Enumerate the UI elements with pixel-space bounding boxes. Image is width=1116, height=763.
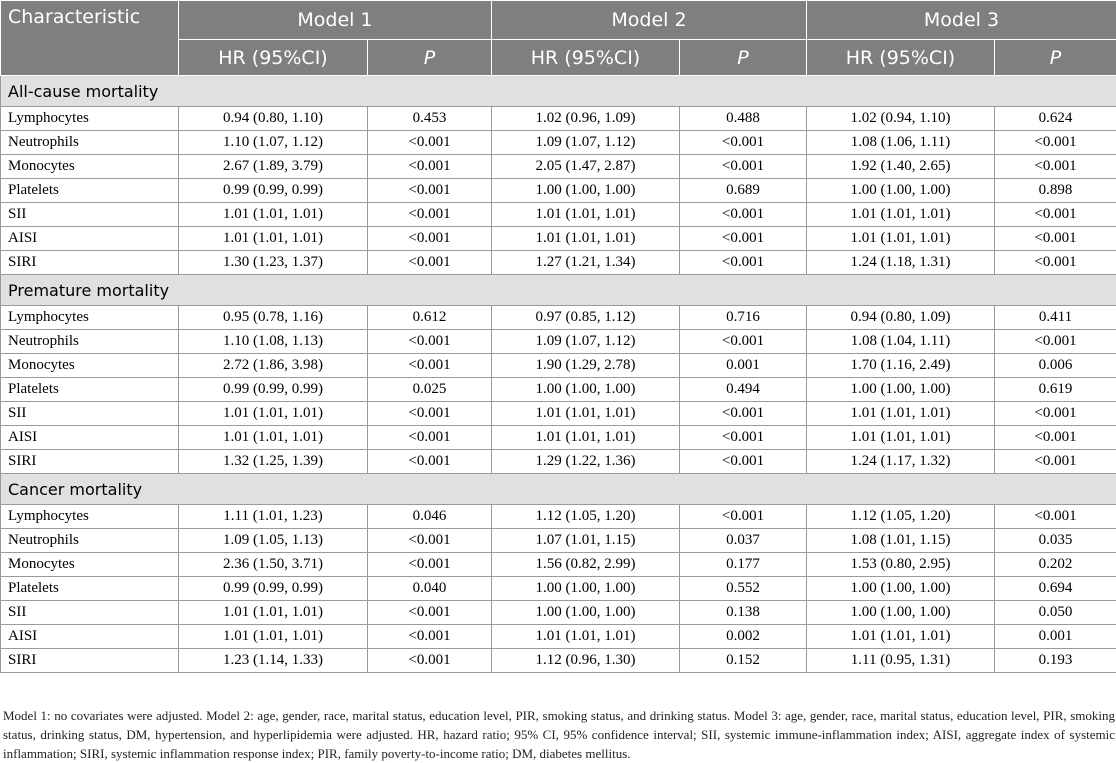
p-value-cell: <0.001: [368, 251, 492, 275]
p-value-cell: <0.001: [680, 402, 807, 426]
p-value-cell: <0.001: [368, 179, 492, 203]
row-label: Platelets: [1, 577, 179, 601]
model-3-header: Model 3: [807, 1, 1116, 40]
table-row: [1, 601, 1116, 625]
hr-cell: 2.72 (1.86, 3.98): [179, 354, 368, 378]
p-header: P: [368, 40, 492, 76]
p-value-cell: 0.689: [680, 179, 807, 203]
p-value-cell: <0.001: [995, 227, 1116, 251]
row-label: Lymphocytes: [1, 107, 179, 131]
p-value-cell: <0.001: [995, 155, 1116, 179]
p-value-cell: 0.488: [680, 107, 807, 131]
p-value-cell: 0.202: [995, 553, 1116, 577]
row-label: Monocytes: [1, 155, 179, 179]
p-value-cell: <0.001: [368, 203, 492, 227]
p-value-cell: <0.001: [368, 529, 492, 553]
hr-cell: 1.90 (1.29, 2.78): [492, 354, 680, 378]
hr-cell: 1.08 (1.06, 1.11): [807, 131, 995, 155]
table-row: [1, 378, 1116, 402]
p-value-cell: <0.001: [680, 251, 807, 275]
hr-cell: 1.07 (1.01, 1.15): [492, 529, 680, 553]
hr-cell: 2.05 (1.47, 2.87): [492, 155, 680, 179]
hr-cell: 1.70 (1.16, 2.49): [807, 354, 995, 378]
p-value-cell: <0.001: [368, 601, 492, 625]
p-value-cell: <0.001: [995, 505, 1116, 529]
p-value-cell: <0.001: [680, 330, 807, 354]
model-2-header: Model 2: [492, 1, 807, 40]
table-row: [1, 131, 1116, 155]
p-value-cell: 0.035: [995, 529, 1116, 553]
hr-cell: 1.12 (0.96, 1.30): [492, 649, 680, 673]
hr-cell: 0.94 (0.80, 1.09): [807, 306, 995, 330]
p-value-cell: 0.002: [680, 625, 807, 649]
p-value-cell: <0.001: [995, 131, 1116, 155]
table-body: [1, 76, 1116, 673]
hr-cell: 1.00 (1.00, 1.00): [807, 577, 995, 601]
hr-cell: 1.01 (1.01, 1.01): [179, 426, 368, 450]
p-value-cell: 0.025: [368, 378, 492, 402]
p-value-cell: 0.193: [995, 649, 1116, 673]
p-value-cell: 0.152: [680, 649, 807, 673]
hr-cell: 0.95 (0.78, 1.16): [179, 306, 368, 330]
p-value-cell: 0.552: [680, 577, 807, 601]
hr-cell: 1.01 (1.01, 1.01): [492, 227, 680, 251]
row-label: Neutrophils: [1, 529, 179, 553]
row-label: Platelets: [1, 179, 179, 203]
p-value-cell: 0.138: [680, 601, 807, 625]
table-row: [1, 251, 1116, 275]
hr-cell: 0.97 (0.85, 1.12): [492, 306, 680, 330]
row-label: Neutrophils: [1, 131, 179, 155]
p-value-cell: <0.001: [368, 553, 492, 577]
row-label: Monocytes: [1, 354, 179, 378]
hr-cell: 1.09 (1.07, 1.12): [492, 330, 680, 354]
table-row: [1, 402, 1116, 426]
p-value-cell: <0.001: [368, 155, 492, 179]
hr-cell: 0.99 (0.99, 0.99): [179, 378, 368, 402]
p-value-cell: <0.001: [995, 203, 1116, 227]
hr-header: HR (95%CI): [492, 40, 680, 76]
hr-cell: 1.01 (1.01, 1.01): [807, 203, 995, 227]
hr-cell: 1.53 (0.80, 2.95): [807, 553, 995, 577]
characteristic-header: Characteristic: [1, 1, 179, 76]
p-value-cell: 0.040: [368, 577, 492, 601]
p-value-cell: 0.001: [680, 354, 807, 378]
row-label: Monocytes: [1, 553, 179, 577]
p-value-cell: <0.001: [680, 505, 807, 529]
table-row: [1, 649, 1116, 673]
hr-cell: 1.01 (1.01, 1.01): [179, 402, 368, 426]
model-1-header: Model 1: [179, 1, 492, 40]
table-row: [1, 203, 1116, 227]
p-value-cell: <0.001: [368, 625, 492, 649]
hr-cell: 1.29 (1.22, 1.36): [492, 450, 680, 474]
p-value-cell: <0.001: [995, 402, 1116, 426]
p-value-cell: 0.716: [680, 306, 807, 330]
hr-cell: 0.94 (0.80, 1.10): [179, 107, 368, 131]
hr-cell: 1.01 (1.01, 1.01): [807, 426, 995, 450]
hr-cell: 1.08 (1.01, 1.15): [807, 529, 995, 553]
table-row: [1, 155, 1116, 179]
p-value-cell: <0.001: [995, 330, 1116, 354]
row-label: Platelets: [1, 378, 179, 402]
table-row: [1, 107, 1116, 131]
hr-cell: 1.01 (1.01, 1.01): [807, 625, 995, 649]
hr-cell: 1.12 (1.05, 1.20): [807, 505, 995, 529]
p-value-cell: 0.411: [995, 306, 1116, 330]
row-label: Lymphocytes: [1, 306, 179, 330]
table-footnote: Model 1: no covariates were adjusted. Model 2: age, gender, race, marital status, education level, PIR, smoking status, and drinking status. Model 3: age, gender, race, marital status, education level, PIR, smoking status, drinking status, DM, hypertension, and hyperlipidemia were adjusted. HR, hazard ratio; 95% CI, 95% confidence interval; SII, systemic immune-inflammation index; AISI, aggregate index of systemic inflammation; SIRI, systemic inflammation response index; PIR, family poverty-to-income ratio; DM, diabetes mellitus.: [3, 706, 1115, 763]
hr-cell: 1.11 (0.95, 1.31): [807, 649, 995, 673]
p-value-cell: <0.001: [368, 330, 492, 354]
table-row: [1, 577, 1116, 601]
table-row: [1, 426, 1116, 450]
hr-cell: 1.01 (1.01, 1.01): [179, 625, 368, 649]
p-value-cell: 0.453: [368, 107, 492, 131]
hr-cell: 1.01 (1.01, 1.01): [807, 227, 995, 251]
section-row: [1, 275, 1116, 306]
row-label: SIRI: [1, 649, 179, 673]
table-row: [1, 625, 1116, 649]
hr-cell: 1.00 (1.00, 1.00): [492, 378, 680, 402]
hr-cell: 1.00 (1.00, 1.00): [492, 601, 680, 625]
hr-cell: 2.67 (1.89, 3.79): [179, 155, 368, 179]
p-value-cell: 0.046: [368, 505, 492, 529]
p-header: P: [680, 40, 807, 76]
hr-cell: 1.24 (1.18, 1.31): [807, 251, 995, 275]
hr-cell: 0.99 (0.99, 0.99): [179, 577, 368, 601]
p-value-cell: <0.001: [368, 649, 492, 673]
hr-cell: 1.01 (1.01, 1.01): [179, 227, 368, 251]
p-value-cell: <0.001: [680, 450, 807, 474]
hr-cell: 1.01 (1.01, 1.01): [179, 601, 368, 625]
p-value-cell: <0.001: [680, 426, 807, 450]
hr-cell: 1.27 (1.21, 1.34): [492, 251, 680, 275]
p-value-cell: 0.037: [680, 529, 807, 553]
hr-cell: 1.00 (1.00, 1.00): [492, 179, 680, 203]
hr-cell: 1.11 (1.01, 1.23): [179, 505, 368, 529]
row-label: Lymphocytes: [1, 505, 179, 529]
hr-cell: 1.00 (1.00, 1.00): [807, 601, 995, 625]
hr-cell: 1.00 (1.00, 1.00): [807, 179, 995, 203]
row-label: AISI: [1, 227, 179, 251]
table-row: [1, 227, 1116, 251]
p-value-cell: 0.619: [995, 378, 1116, 402]
hr-cell: 1.09 (1.07, 1.12): [492, 131, 680, 155]
table-row: [1, 179, 1116, 203]
hr-cell: 1.01 (1.01, 1.01): [807, 402, 995, 426]
hr-cell: 1.02 (0.94, 1.10): [807, 107, 995, 131]
table-row: [1, 330, 1116, 354]
hr-cell: 1.12 (1.05, 1.20): [492, 505, 680, 529]
p-value-cell: 0.050: [995, 601, 1116, 625]
p-value-cell: <0.001: [680, 203, 807, 227]
hr-cell: 1.56 (0.82, 2.99): [492, 553, 680, 577]
table-row: [1, 529, 1116, 553]
row-label: SIRI: [1, 450, 179, 474]
p-value-cell: <0.001: [680, 131, 807, 155]
hr-cell: 1.01 (1.01, 1.01): [492, 203, 680, 227]
hr-cell: 1.24 (1.17, 1.32): [807, 450, 995, 474]
table-row: [1, 505, 1116, 529]
p-value-cell: 0.001: [995, 625, 1116, 649]
row-label: SII: [1, 402, 179, 426]
section-row: [1, 474, 1116, 505]
p-value-cell: <0.001: [995, 450, 1116, 474]
hr-cell: 1.01 (1.01, 1.01): [492, 402, 680, 426]
p-value-cell: 0.624: [995, 107, 1116, 131]
table-row: [1, 553, 1116, 577]
hr-cell: 1.01 (1.01, 1.01): [492, 625, 680, 649]
p-header: P: [995, 40, 1116, 76]
p-value-cell: 0.177: [680, 553, 807, 577]
p-value-cell: <0.001: [368, 426, 492, 450]
p-value-cell: <0.001: [368, 227, 492, 251]
section-title: Cancer mortality: [1, 474, 1116, 505]
hr-cell: 1.01 (1.01, 1.01): [179, 203, 368, 227]
table-row: [1, 450, 1116, 474]
table-row: [1, 306, 1116, 330]
p-value-cell: 0.006: [995, 354, 1116, 378]
p-value-cell: <0.001: [995, 251, 1116, 275]
hr-cell: 0.99 (0.99, 0.99): [179, 179, 368, 203]
hr-cell: 1.92 (1.40, 2.65): [807, 155, 995, 179]
row-label: SII: [1, 601, 179, 625]
hr-cell: 1.08 (1.04, 1.11): [807, 330, 995, 354]
hr-cell: 1.23 (1.14, 1.33): [179, 649, 368, 673]
hr-header: HR (95%CI): [807, 40, 995, 76]
p-value-cell: 0.898: [995, 179, 1116, 203]
row-label: SIRI: [1, 251, 179, 275]
section-row: [1, 76, 1116, 107]
row-label: SII: [1, 203, 179, 227]
hr-cell: 1.09 (1.05, 1.13): [179, 529, 368, 553]
hr-cell: 1.01 (1.01, 1.01): [492, 426, 680, 450]
row-label: AISI: [1, 625, 179, 649]
p-value-cell: <0.001: [995, 426, 1116, 450]
p-value-cell: <0.001: [368, 354, 492, 378]
table-row: [1, 354, 1116, 378]
hr-cell: 1.32 (1.25, 1.39): [179, 450, 368, 474]
hr-cell: 2.36 (1.50, 3.71): [179, 553, 368, 577]
p-value-cell: <0.001: [368, 402, 492, 426]
hr-cell: 1.02 (0.96, 1.09): [492, 107, 680, 131]
p-value-cell: <0.001: [368, 450, 492, 474]
hr-cell: 1.10 (1.08, 1.13): [179, 330, 368, 354]
p-value-cell: <0.001: [680, 227, 807, 251]
hr-cell: 1.00 (1.00, 1.00): [807, 378, 995, 402]
section-title: Premature mortality: [1, 275, 1116, 306]
row-label: AISI: [1, 426, 179, 450]
p-value-cell: 0.694: [995, 577, 1116, 601]
row-label: Neutrophils: [1, 330, 179, 354]
hr-cell: 1.00 (1.00, 1.00): [492, 577, 680, 601]
hr-cell: 1.30 (1.23, 1.37): [179, 251, 368, 275]
hr-header: HR (95%CI): [179, 40, 368, 76]
p-value-cell: 0.494: [680, 378, 807, 402]
p-value-cell: <0.001: [368, 131, 492, 155]
section-title: All-cause mortality: [1, 76, 1116, 107]
p-value-cell: <0.001: [680, 155, 807, 179]
p-value-cell: 0.612: [368, 306, 492, 330]
hr-cell: 1.10 (1.07, 1.12): [179, 131, 368, 155]
